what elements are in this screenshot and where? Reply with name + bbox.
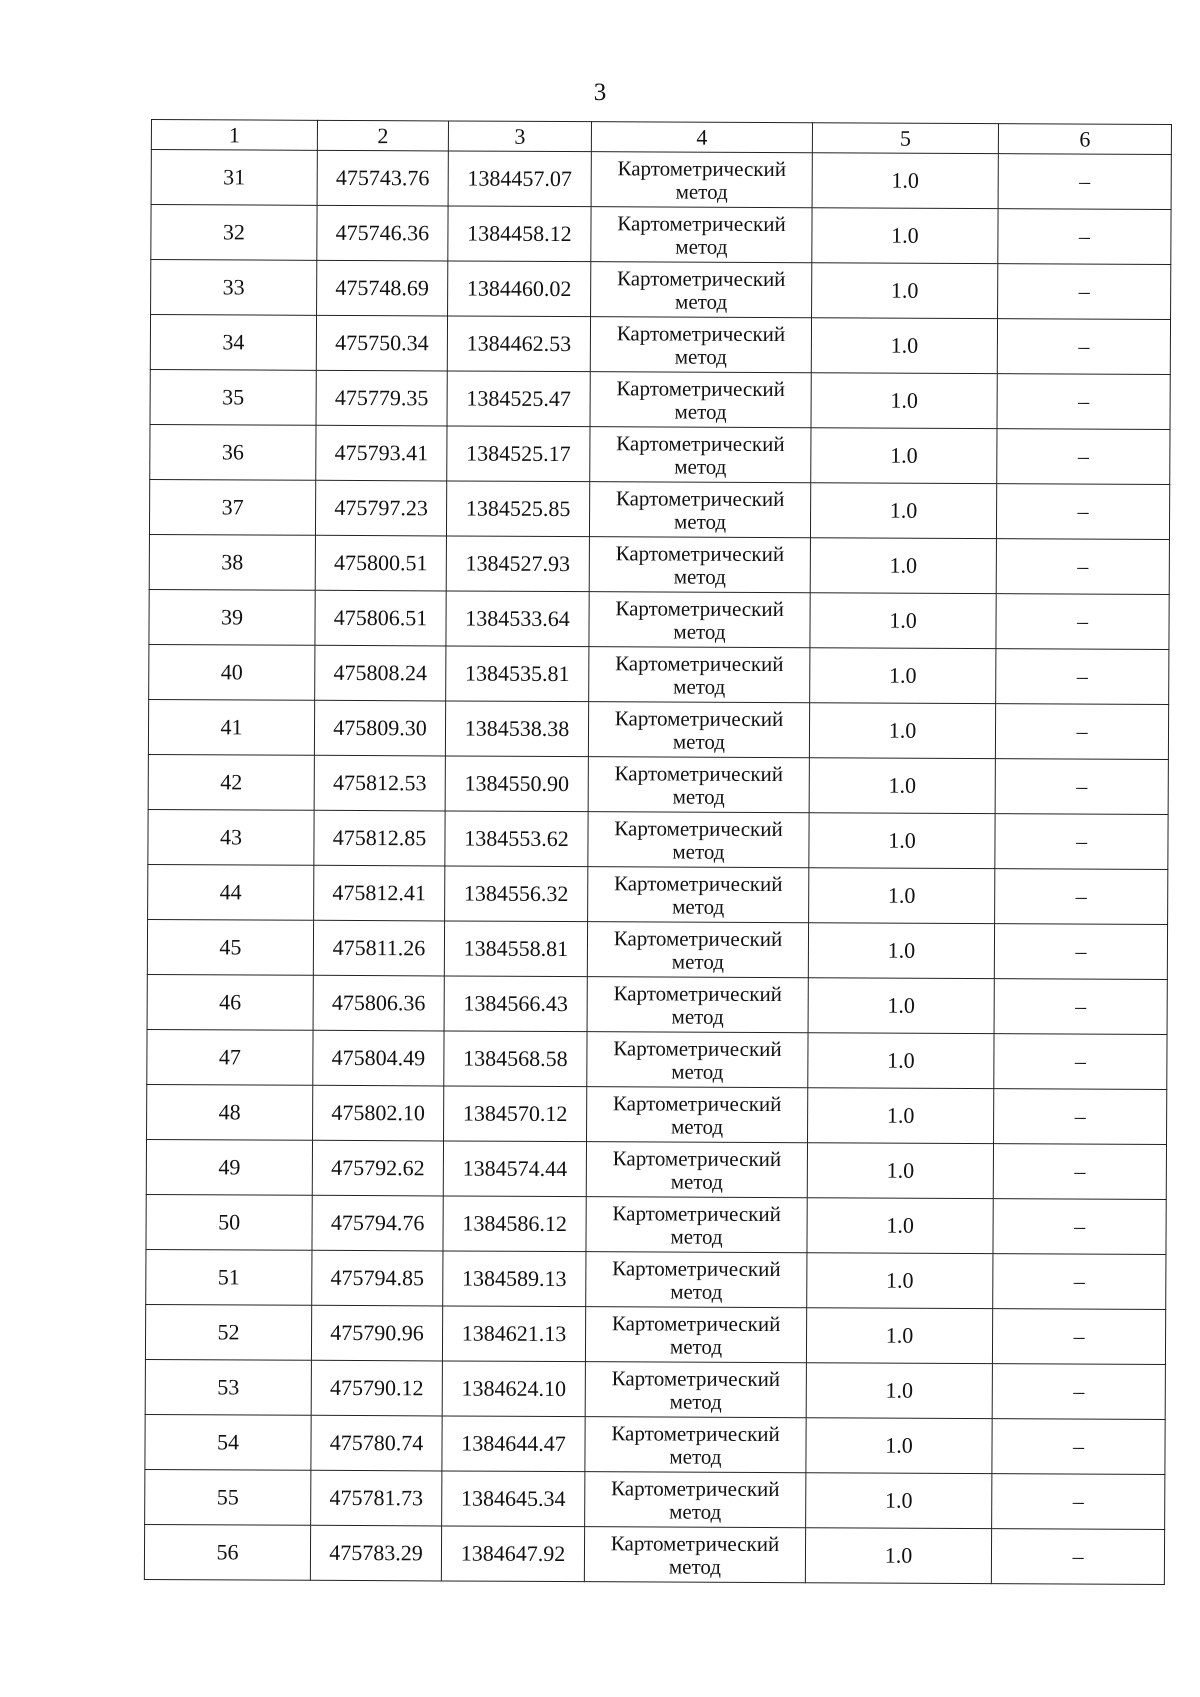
method-line-2: метод: [672, 894, 725, 919]
x-coordinate-cell: 475781.73: [311, 1470, 442, 1526]
note-cell: –: [994, 1034, 1167, 1090]
table-row: [149, 479, 1169, 539]
header-cell-5: 5: [812, 123, 998, 154]
y-coordinate-cell: 1384525.17: [447, 426, 590, 482]
method-line-1: Картометрический: [612, 1200, 781, 1226]
y-coordinate-cell: 1384574.44: [443, 1141, 586, 1197]
method-line-1: Картометрический: [614, 760, 784, 786]
x-coordinate-cell: 475808.24: [315, 645, 446, 701]
y-coordinate-cell: 1384586.12: [443, 1196, 586, 1252]
point-number-cell: 52: [145, 1304, 311, 1360]
accuracy-cell: 1.0: [812, 208, 998, 264]
method-line-1: Картометрический: [616, 265, 786, 291]
method-cell: [589, 482, 810, 538]
method-cell: [586, 1197, 807, 1253]
table-row: [147, 974, 1167, 1034]
accuracy-cell: 1.0: [807, 1198, 993, 1254]
accuracy-cell: 1.0: [809, 703, 995, 759]
method-line-2: метод: [670, 1224, 723, 1249]
table-body: [144, 150, 1171, 1585]
table-row: [148, 699, 1168, 759]
accuracy-cell: 1.0: [810, 648, 996, 704]
y-coordinate-cell: 1384460.02: [448, 261, 591, 317]
y-coordinate-cell: 1384527.93: [446, 536, 589, 592]
table-row: [146, 1139, 1166, 1199]
note-cell: –: [998, 264, 1171, 320]
y-coordinate-cell: 1384621.13: [442, 1306, 585, 1362]
method-line-2: метод: [671, 1004, 724, 1029]
table-row: [151, 205, 1171, 265]
note-cell: –: [995, 759, 1168, 815]
x-coordinate-cell: 475794.85: [312, 1250, 443, 1306]
note-cell: –: [997, 374, 1170, 430]
y-coordinate-cell: 1384457.07: [448, 151, 591, 207]
method-cell: [588, 757, 809, 813]
table-row: [149, 644, 1169, 704]
table-row: [145, 1359, 1165, 1419]
x-coordinate-cell: 475792.62: [312, 1140, 443, 1196]
y-coordinate-cell: 1384647.92: [441, 1526, 584, 1582]
method-line-1: Картометрический: [615, 595, 784, 621]
point-number-cell: 38: [149, 534, 315, 590]
method-line-2: метод: [671, 1059, 724, 1084]
method-line-1: Картометрический: [615, 650, 784, 676]
method-line-1: Картометрический: [616, 375, 785, 401]
y-coordinate-cell: 1384558.81: [444, 921, 587, 977]
method-line-1: Картометрический: [617, 210, 786, 236]
point-number-cell: 34: [150, 315, 316, 371]
table-row: [150, 315, 1170, 375]
note-cell: –: [992, 1474, 1165, 1530]
x-coordinate-cell: 475812.85: [314, 810, 445, 866]
point-number-cell: 49: [146, 1139, 312, 1195]
accuracy-cell: 1.0: [812, 263, 998, 319]
method-line-1: Картометрический: [611, 1310, 781, 1336]
table-header: [151, 120, 1171, 155]
header-cell-3: 3: [448, 121, 591, 152]
method-cell: [590, 317, 811, 373]
accuracy-cell: 1.0: [806, 1473, 992, 1529]
method-line-1: Картометрический: [617, 155, 787, 181]
method-line-2: метод: [673, 619, 726, 644]
x-coordinate-cell: 475790.12: [311, 1360, 442, 1416]
x-coordinate-cell: 475780.74: [311, 1415, 442, 1471]
method-line-2: метод: [675, 289, 728, 314]
point-number-cell: 40: [149, 644, 315, 700]
method-cell: [587, 1087, 808, 1143]
x-coordinate-cell: 475779.35: [316, 370, 447, 426]
accuracy-cell: 1.0: [805, 1528, 991, 1584]
method-line-2: метод: [670, 1279, 723, 1304]
point-number-cell: 31: [151, 150, 317, 206]
point-number-cell: 32: [151, 205, 317, 261]
method-cell: [588, 702, 809, 758]
accuracy-cell: 1.0: [807, 1253, 993, 1309]
method-line-2: метод: [673, 509, 727, 534]
method-cell: [588, 812, 809, 868]
table-row: [150, 424, 1170, 484]
y-coordinate-cell: 1384570.12: [444, 1086, 587, 1142]
point-number-cell: 39: [149, 589, 315, 645]
method-line-2: метод: [673, 674, 726, 699]
y-coordinate-cell: 1384589.13: [443, 1251, 586, 1307]
note-cell: –: [992, 1309, 1165, 1365]
accuracy-cell: 1.0: [812, 153, 998, 209]
header-cell-4: 4: [591, 122, 812, 153]
x-coordinate-cell: 475800.51: [315, 535, 446, 591]
method-line-2: метод: [675, 179, 728, 204]
method-cell: [590, 372, 811, 428]
header-cell-6: 6: [998, 124, 1171, 155]
note-cell: –: [996, 594, 1169, 650]
method-cell: [590, 427, 811, 483]
point-number-cell: 53: [145, 1359, 311, 1415]
accuracy-cell: 1.0: [808, 978, 994, 1034]
table-row: [147, 1084, 1167, 1144]
x-coordinate-cell: 475804.49: [313, 1030, 444, 1086]
method-line-1: Картометрический: [611, 1420, 780, 1446]
y-coordinate-cell: 1384644.47: [442, 1416, 585, 1472]
accuracy-cell: 1.0: [809, 868, 995, 924]
note-cell: –: [995, 704, 1168, 760]
method-line-1: Картометрический: [615, 485, 785, 511]
method-line-2: метод: [671, 949, 724, 974]
note-cell: –: [992, 1364, 1165, 1420]
note-cell: –: [995, 869, 1168, 925]
x-coordinate-cell: 475783.29: [310, 1525, 441, 1581]
x-coordinate-cell: 475812.41: [314, 865, 445, 921]
table-row: [145, 1304, 1165, 1364]
table-row: [145, 1414, 1165, 1474]
method-cell: [587, 922, 808, 978]
y-coordinate-cell: 1384525.47: [447, 371, 590, 427]
method-cell: [585, 1417, 806, 1473]
note-cell: –: [993, 1254, 1166, 1310]
accuracy-cell: 1.0: [809, 813, 995, 869]
point-number-cell: 42: [148, 754, 314, 810]
method-line-2: метод: [672, 839, 725, 864]
method-cell: [587, 977, 808, 1033]
point-number-cell: 56: [144, 1524, 310, 1580]
accuracy-cell: 1.0: [808, 923, 994, 979]
x-coordinate-cell: 475806.36: [313, 975, 444, 1031]
x-coordinate-cell: 475746.36: [317, 205, 448, 261]
x-coordinate-cell: 475802.10: [313, 1085, 444, 1141]
x-coordinate-cell: 475748.69: [317, 260, 448, 316]
y-coordinate-cell: 1384538.38: [445, 701, 588, 757]
method-line-1: Картометрический: [611, 1365, 781, 1391]
y-coordinate-cell: 1384458.12: [448, 206, 591, 262]
accuracy-cell: 1.0: [806, 1308, 992, 1364]
y-coordinate-cell: 1384535.81: [446, 646, 589, 702]
table-row: [151, 150, 1171, 210]
accuracy-cell: 1.0: [811, 318, 997, 374]
method-cell: [586, 1252, 807, 1308]
x-coordinate-cell: 475794.76: [312, 1195, 443, 1251]
point-number-cell: 36: [150, 424, 316, 480]
note-cell: –: [996, 484, 1169, 540]
method-cell: [589, 537, 810, 593]
method-line-2: метод: [670, 1114, 724, 1139]
table-row: [147, 919, 1167, 979]
point-number-cell: 45: [147, 919, 313, 975]
method-cell: [591, 262, 812, 318]
method-cell: [587, 1032, 808, 1088]
method-line-2: метод: [669, 1444, 722, 1469]
method-line-1: Картометрический: [613, 1035, 782, 1061]
method-line-1: Картометрический: [610, 1530, 780, 1556]
point-number-cell: 33: [151, 260, 317, 316]
y-coordinate-cell: 1384525.85: [446, 481, 589, 537]
y-coordinate-cell: 1384568.58: [444, 1031, 587, 1087]
y-coordinate-cell: 1384553.62: [445, 811, 588, 867]
page-number: 3: [593, 79, 607, 106]
x-coordinate-cell: 475797.23: [315, 480, 446, 536]
note-cell: –: [997, 429, 1170, 485]
header-cell-2: 2: [317, 120, 448, 151]
x-coordinate-cell: 475806.51: [315, 590, 446, 646]
table-row: [148, 809, 1168, 869]
point-number-cell: 47: [147, 1029, 313, 1085]
method-line-2: метод: [672, 784, 725, 809]
method-cell: [585, 1362, 806, 1418]
point-number-cell: 48: [147, 1084, 313, 1140]
method-line-2: метод: [669, 1334, 723, 1359]
accuracy-cell: 1.0: [807, 1143, 993, 1199]
point-number-cell: 54: [145, 1414, 311, 1470]
note-cell: –: [998, 209, 1171, 265]
point-number-cell: 44: [148, 864, 314, 920]
table-row: [144, 1524, 1164, 1584]
accuracy-cell: 1.0: [809, 758, 995, 814]
x-coordinate-cell: 475793.41: [316, 425, 447, 481]
accuracy-cell: 1.0: [806, 1363, 992, 1419]
table-row: [146, 1194, 1166, 1254]
table-row: [148, 754, 1168, 814]
method-cell: [585, 1307, 806, 1363]
note-cell: –: [993, 1144, 1166, 1200]
method-line-1: Картометрический: [613, 925, 783, 951]
method-line-2: метод: [669, 1389, 722, 1414]
note-cell: –: [994, 979, 1167, 1035]
y-coordinate-cell: 1384550.90: [445, 756, 588, 812]
x-coordinate-cell: 475750.34: [316, 315, 447, 371]
accuracy-cell: 1.0: [806, 1418, 992, 1474]
method-cell: [585, 1472, 806, 1528]
header-cell-1: 1: [151, 120, 317, 151]
x-coordinate-cell: 475790.96: [311, 1305, 442, 1361]
method-line-1: Картометрический: [616, 320, 786, 346]
table-row: [147, 1029, 1167, 1089]
point-number-cell: 55: [145, 1469, 311, 1525]
note-cell: –: [994, 924, 1167, 980]
x-coordinate-cell: 475812.53: [314, 755, 445, 811]
method-cell: [591, 152, 812, 208]
accuracy-cell: 1.0: [810, 538, 996, 594]
method-line-2: метод: [674, 454, 727, 479]
method-line-1: Картометрический: [616, 430, 785, 456]
method-cell: [589, 592, 810, 648]
note-cell: –: [998, 154, 1171, 210]
method-line-1: Картометрический: [612, 1255, 781, 1281]
method-cell: [588, 867, 809, 923]
method-cell: [591, 207, 812, 263]
method-line-1: Картометрический: [612, 1090, 782, 1116]
y-coordinate-cell: 1384566.43: [444, 976, 587, 1032]
y-coordinate-cell: 1384533.64: [446, 591, 589, 647]
accuracy-cell: 1.0: [808, 1033, 994, 1089]
method-line-1: Картометрический: [615, 540, 785, 566]
table-row: [148, 864, 1168, 924]
accuracy-cell: 1.0: [810, 593, 996, 649]
method-line-1: Картометрический: [614, 705, 784, 731]
note-cell: –: [994, 1089, 1167, 1145]
point-number-cell: 35: [150, 369, 316, 425]
accuracy-cell: 1.0: [808, 1088, 994, 1144]
note-cell: –: [996, 539, 1169, 595]
method-line-2: метод: [669, 1499, 722, 1524]
method-line-2: метод: [670, 1169, 723, 1194]
point-number-cell: 37: [149, 479, 315, 535]
header-row: [151, 120, 1171, 155]
coordinates-table: [144, 119, 1172, 1585]
method-line-2: метод: [674, 344, 727, 369]
method-cell: [589, 647, 810, 703]
method-line-1: Картометрический: [611, 1475, 780, 1501]
table-row: [150, 369, 1170, 429]
accuracy-cell: 1.0: [811, 373, 997, 429]
method-line-2: метод: [675, 234, 728, 259]
note-cell: –: [991, 1529, 1164, 1585]
note-cell: –: [995, 814, 1168, 870]
method-line-2: метод: [674, 399, 727, 424]
method-line-2: метод: [673, 564, 726, 589]
method-line-2: метод: [668, 1554, 722, 1579]
note-cell: –: [997, 319, 1170, 375]
point-number-cell: 41: [148, 699, 314, 755]
y-coordinate-cell: 1384645.34: [442, 1471, 585, 1527]
method-line-1: Картометрический: [613, 870, 783, 896]
accuracy-cell: 1.0: [811, 428, 997, 484]
note-cell: –: [992, 1419, 1165, 1475]
method-cell: [584, 1527, 805, 1583]
point-number-cell: 43: [148, 809, 314, 865]
note-cell: –: [996, 649, 1169, 705]
table-row: [146, 1249, 1166, 1309]
table-row: [145, 1469, 1165, 1529]
method-line-1: Картометрический: [612, 1145, 782, 1171]
x-coordinate-cell: 475809.30: [314, 700, 445, 756]
table-row: [149, 589, 1169, 649]
x-coordinate-cell: 475743.76: [317, 150, 448, 206]
x-coordinate-cell: 475811.26: [313, 920, 444, 976]
point-number-cell: 50: [146, 1194, 312, 1250]
table-row: [149, 534, 1169, 594]
y-coordinate-cell: 1384462.53: [447, 316, 590, 372]
method-line-1: Картометрический: [613, 980, 783, 1006]
method-line-2: метод: [672, 729, 726, 754]
accuracy-cell: 1.0: [810, 483, 996, 539]
point-number-cell: 46: [147, 974, 313, 1030]
table-row: [151, 260, 1171, 320]
method-cell: [586, 1142, 807, 1198]
y-coordinate-cell: 1384624.10: [442, 1361, 585, 1417]
y-coordinate-cell: 1384556.32: [445, 866, 588, 922]
method-line-1: Картометрический: [614, 815, 783, 841]
point-number-cell: 51: [146, 1249, 312, 1305]
note-cell: –: [993, 1199, 1166, 1255]
